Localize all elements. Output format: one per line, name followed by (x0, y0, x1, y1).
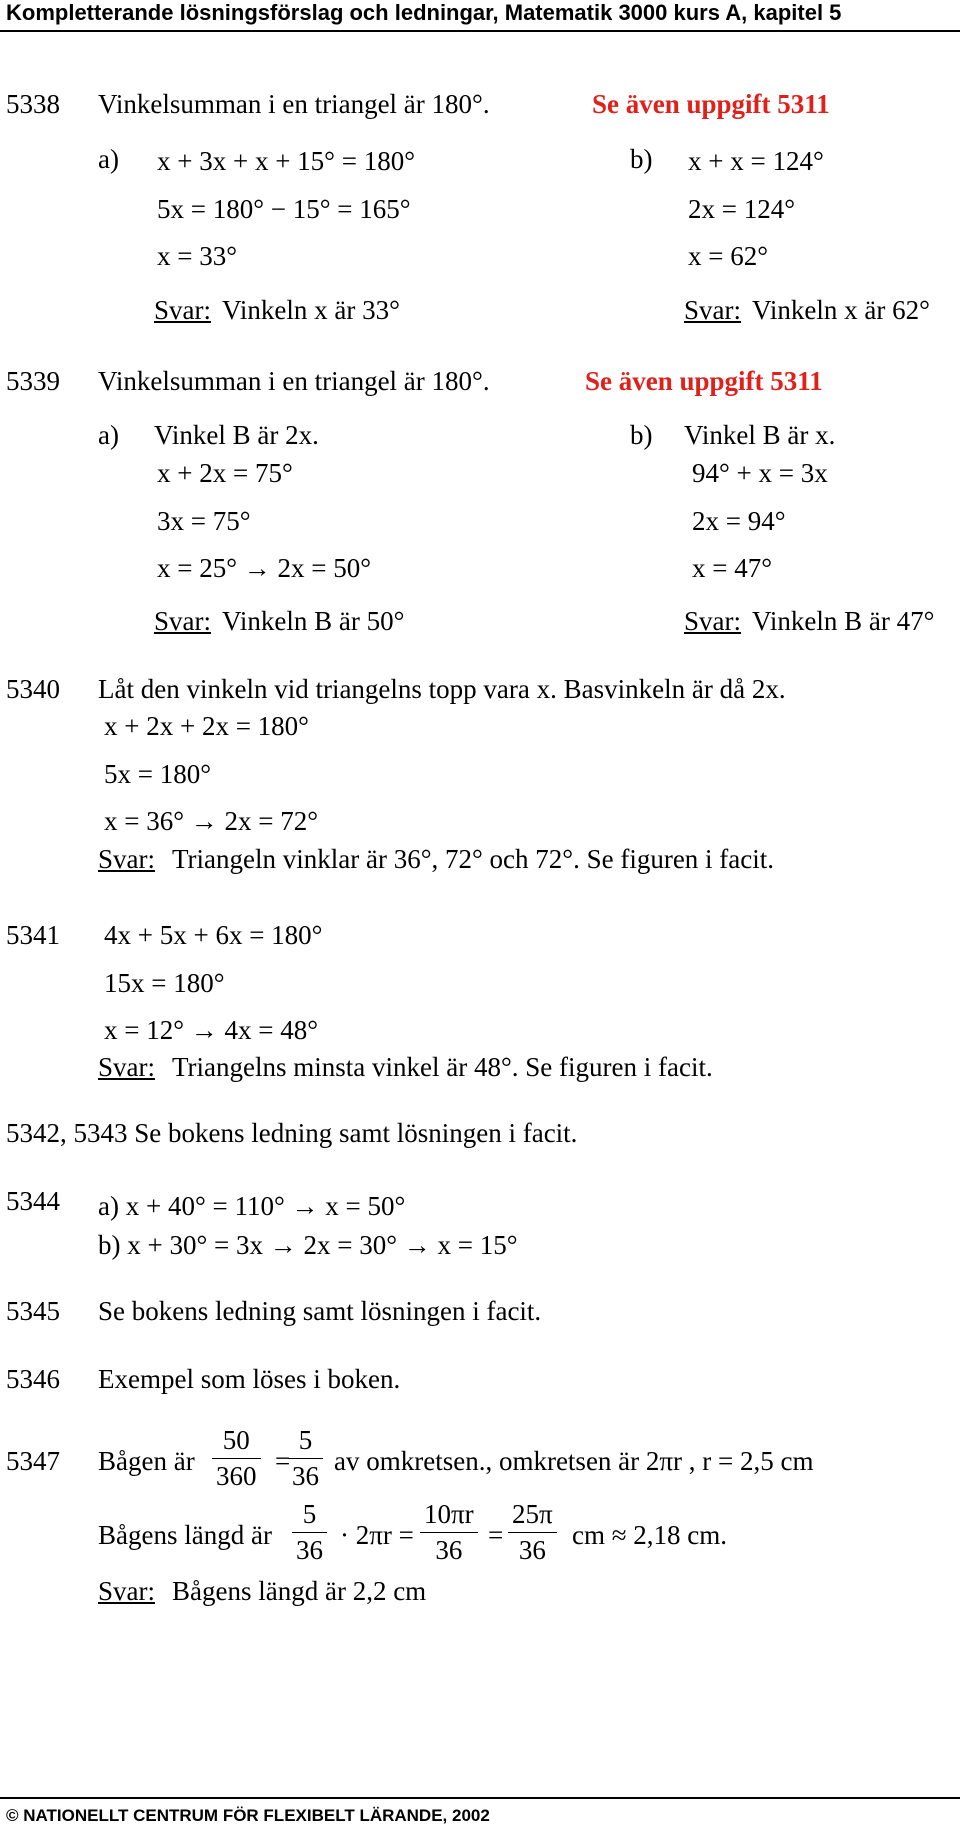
numerator: 50 (212, 1427, 261, 1459)
header-rule (0, 30, 960, 32)
problem-number: 5346 (6, 1364, 60, 1394)
equation-line: b) x + 30° = 3x → 2x = 30° → x = 15° (98, 1230, 518, 1260)
svar-label: Svar: (684, 606, 741, 636)
answer-text: Vinkeln x är 62° (752, 295, 930, 325)
problem-number: 5338 (6, 89, 60, 119)
denominator: 36 (292, 1461, 319, 1491)
reference-note: Se även uppgift 5311 (592, 89, 830, 119)
equation-line: x + 2x = 75° (157, 458, 293, 488)
equation-line: a) x + 40° = 110° → x = 50° (98, 1191, 406, 1221)
equation-line: x + x = 124° (688, 146, 824, 176)
denominator: 36 (296, 1535, 323, 1565)
numerator: 5 (292, 1501, 327, 1533)
problem-5342-5343: 5342, 5343 Se bokens ledning samt lösningen i facit. (6, 1118, 578, 1148)
svar-label: Svar: (154, 606, 211, 636)
equation-line: x + 3x + x + 15° = 180° (157, 146, 416, 176)
answer-text: Vinkeln x är 33° (222, 295, 400, 325)
equation-line: x + 2x + 2x = 180° (104, 711, 309, 741)
problem-number: 5345 (6, 1296, 60, 1326)
langd-label: Bågens längd är (98, 1520, 272, 1550)
numerator: 5 (288, 1427, 323, 1459)
problem-intro: Vinkelsumman i en triangel är 180°. (98, 89, 490, 119)
fraction (212, 1427, 261, 1490)
equation-line: x = 33° (157, 241, 238, 271)
problem-intro: Vinkelsumman i en triangel är 180°. (98, 366, 490, 396)
fraction (292, 1501, 327, 1564)
problem-number: 5339 (6, 366, 60, 396)
part-b-label: b) (630, 420, 653, 450)
equation-line: 4x + 5x + 6x = 180° (104, 920, 323, 950)
problem-number: 5347 (6, 1446, 60, 1476)
fraction (420, 1501, 478, 1564)
equation-line: x = 12° → 4x = 48° (104, 1015, 319, 1045)
bagen-label: Bågen är (98, 1446, 195, 1476)
equals-sign: = (488, 1520, 504, 1550)
fraction (508, 1501, 557, 1564)
answer-text: Triangeln vinklar är 36°, 72° och 72°. Se figuren i facit. (172, 844, 775, 874)
equation-text: cm ≈ 2,18 cm. (572, 1520, 728, 1550)
svar-label: Svar: (154, 295, 211, 325)
page-footer: © NATIONELLT CENTRUM FÖR FLEXIBELT LÄRANDE, 2002 (6, 1806, 490, 1825)
footer-rule (0, 1797, 960, 1799)
part-b-label: b) (630, 144, 653, 174)
denominator: 36 (518, 1535, 546, 1565)
answer-text: Bågens längd är 2,2 cm (172, 1576, 427, 1606)
problem-text: Exempel som löses i boken. (98, 1364, 401, 1394)
equation-line: 3x = 75° (157, 506, 251, 536)
problem-text: Se bokens ledning samt lösningen i facit. (98, 1296, 542, 1326)
equation-line: x = 36° → 2x = 72° (104, 806, 319, 836)
numerator: 10πr (420, 1501, 478, 1533)
part-heading: Vinkel B är x. (684, 420, 836, 450)
equation-line: 5x = 180° (104, 759, 212, 789)
svar-label: Svar: (98, 1052, 155, 1082)
numerator: 25π (508, 1501, 557, 1533)
part-a-label: a) (98, 144, 119, 174)
denominator: 360 (216, 1461, 257, 1491)
equation-text: · 2πr = (340, 1520, 414, 1550)
part-a-label: a) (98, 420, 119, 450)
denominator: 36 (435, 1535, 463, 1565)
svar-label: Svar: (98, 844, 155, 874)
answer-text: Vinkeln B är 50° (222, 606, 405, 636)
equation-text: av omkretsen., omkretsen är 2πr , r = 2,5 cm (334, 1446, 814, 1476)
equals-sign: = (275, 1446, 291, 1476)
problem-intro: Låt den vinkeln vid triangelns topp vara x. Basvinkeln är då 2x. (98, 674, 786, 704)
equation-line: x = 47° (692, 553, 773, 583)
equation-line: 15x = 180° (104, 968, 225, 998)
equation-line: x = 62° (688, 241, 769, 271)
svar-label: Svar: (98, 1576, 155, 1606)
problem-number: 5341 (6, 920, 60, 950)
svar-label: Svar: (684, 295, 741, 325)
reference-note: Se även uppgift 5311 (585, 366, 823, 396)
equation-line: 2x = 124° (688, 194, 796, 224)
equation-line: 5x = 180° − 15° = 165° (157, 194, 411, 224)
equation-line: x = 25° → 2x = 50° (157, 553, 372, 583)
part-heading: Vinkel B är 2x. (154, 420, 319, 450)
fraction (288, 1427, 323, 1490)
equation-line: 2x = 94° (692, 506, 786, 536)
problem-number: 5340 (6, 674, 60, 704)
page-header: Kompletterande lösningsförslag och ledningar, Matematik 3000 kurs A, kapitel 5 (6, 0, 842, 25)
answer-text: Triangelns minsta vinkel är 48°. Se figuren i facit. (172, 1052, 713, 1082)
problem-number: 5344 (6, 1186, 60, 1216)
answer-text: Vinkeln B är 47° (752, 606, 935, 636)
equation-line: 94° + x = 3x (692, 458, 828, 488)
